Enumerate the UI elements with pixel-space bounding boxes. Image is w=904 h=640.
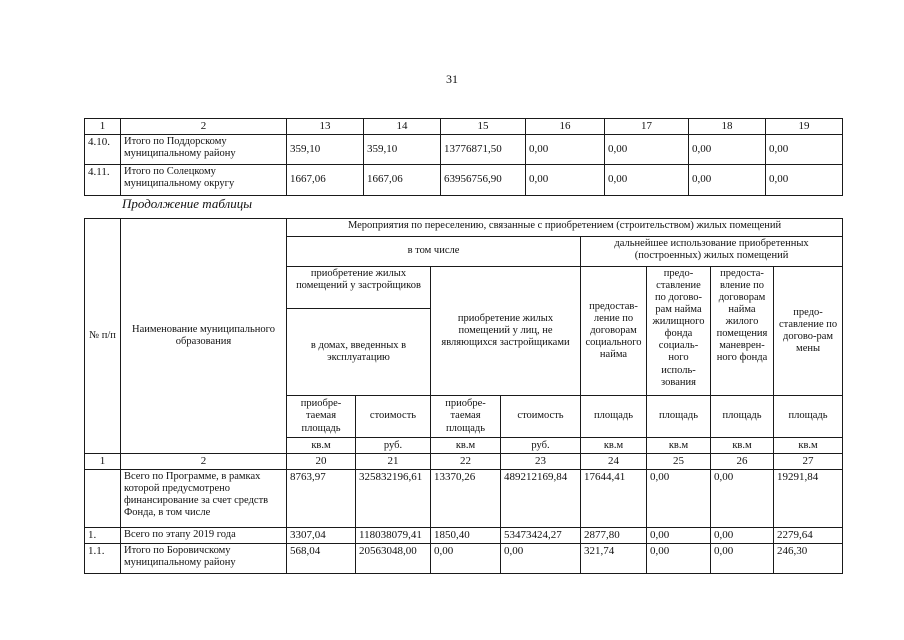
cell-value: 0,00 <box>605 164 689 195</box>
header-area: площадь <box>647 396 711 438</box>
unit-cell: руб. <box>501 438 581 454</box>
column-number: 24 <box>581 454 647 470</box>
table1-header-cell: 14 <box>364 119 441 135</box>
cell-value: 0,00 <box>605 134 689 164</box>
cell-value: 13370,26 <box>431 469 501 527</box>
unit-cell: кв.м <box>711 438 774 454</box>
table1-header-cell: 2 <box>121 119 287 135</box>
table1-header-cell: 18 <box>689 119 766 135</box>
header-including: в том числе <box>287 237 581 267</box>
table1-header-row <box>85 119 843 135</box>
unit-cell: кв.м <box>431 438 501 454</box>
header-municipality-name: Наименование муниципального образования <box>121 219 287 454</box>
header-from-non-developers: приобретение жилых помещений у лиц, не являющихся застройщиками <box>431 267 581 396</box>
header-social-fund: предо-ставление по догово-рам найма жилищного фонда социаль-ного исполь-зования <box>647 267 711 396</box>
header-cost: стоимость <box>501 396 581 438</box>
cell-value: 0,00 <box>647 527 711 543</box>
header-further-use: дальнейшее использование приобретенных (построенных) жилых помещений <box>581 237 843 267</box>
table1-header-cell: 13 <box>287 119 364 135</box>
header-area: площадь <box>774 396 843 438</box>
cell-value: 1667,06 <box>287 164 364 195</box>
column-number: 23 <box>501 454 581 470</box>
row-number: 1.1. <box>85 543 121 573</box>
page-number: 31 <box>446 72 458 86</box>
table-row <box>85 164 843 195</box>
table1-header-cell: 15 <box>441 119 526 135</box>
table1-header-cell: 17 <box>605 119 689 135</box>
row-number: 1. <box>85 527 121 543</box>
unit-cell: кв.м <box>287 438 356 454</box>
cell-value: 0,00 <box>689 134 766 164</box>
row-name: Всего по этапу 2019 года <box>121 527 287 543</box>
cell-value: 0,00 <box>711 469 774 527</box>
column-number: 1 <box>85 454 121 470</box>
cell-value: 13776871,50 <box>441 134 526 164</box>
row-number <box>85 469 121 527</box>
cell-value: 359,10 <box>364 134 441 164</box>
header-social-rent: предостав-ление по договорам социального найма <box>581 267 647 396</box>
table1-header-cell: 16 <box>526 119 605 135</box>
table1-header-cell: 19 <box>766 119 843 135</box>
cell-value: 3307,04 <box>287 527 356 543</box>
row-name: Всего по Программе, в рамках которой предусмотрено финансирование за счет средств Фонда, в том числе <box>121 469 287 527</box>
unit-cell: руб. <box>356 438 431 454</box>
row-name: Итого по Боровичскому муниципальному району <box>121 543 287 573</box>
cell-value: 568,04 <box>287 543 356 573</box>
cell-value: 489212169,84 <box>501 469 581 527</box>
row-number: 4.11. <box>85 164 121 195</box>
header-area: площадь <box>581 396 647 438</box>
column-number: 26 <box>711 454 774 470</box>
header-exchange: предо-ставление по догово-рам мены <box>774 267 843 396</box>
cell-value: 8763,97 <box>287 469 356 527</box>
header-in-houses: в домах, введенных в эксплуатацию <box>287 309 431 396</box>
cell-value: 63956756,90 <box>441 164 526 195</box>
header-maneuver-fund: предоста-вление по договорам найма жилого помещения маневрен-ного фонда <box>711 267 774 396</box>
cell-value: 20563048,00 <box>356 543 431 573</box>
unit-cell: кв.м <box>774 438 843 454</box>
table1-header-cell: 1 <box>85 119 121 135</box>
table-row <box>85 527 843 543</box>
table-row <box>85 469 843 527</box>
cell-value: 118038079,41 <box>356 527 431 543</box>
cell-value: 246,30 <box>774 543 843 573</box>
column-number: 2 <box>121 454 287 470</box>
column-number: 22 <box>431 454 501 470</box>
column-number: 21 <box>356 454 431 470</box>
cell-value: 1850,40 <box>431 527 501 543</box>
cell-value: 325832196,61 <box>356 469 431 527</box>
column-number: 27 <box>774 454 843 470</box>
cell-value: 0,00 <box>501 543 581 573</box>
cell-value: 0,00 <box>526 134 605 164</box>
cell-value: 2877,80 <box>581 527 647 543</box>
cell-value: 0,00 <box>689 164 766 195</box>
cell-value: 0,00 <box>711 543 774 573</box>
header-measures: Мероприятия по переселению, связанные с приобретением (строительством) жилых помещений <box>287 219 843 237</box>
cell-value: 0,00 <box>766 164 843 195</box>
table-row <box>85 543 843 573</box>
header-from-developers: приобретение жилых помещений у застройщиков <box>287 267 431 309</box>
header-cost: стоимость <box>356 396 431 438</box>
cell-value: 17644,41 <box>581 469 647 527</box>
cell-value: 0,00 <box>711 527 774 543</box>
cell-value: 0,00 <box>526 164 605 195</box>
header-row <box>85 219 843 237</box>
table-row <box>85 134 843 164</box>
cell-value: 321,74 <box>581 543 647 573</box>
table-continuation-caption: Продолжение таблицы <box>122 196 253 211</box>
cell-value: 2279,64 <box>774 527 843 543</box>
cell-value: 1667,06 <box>364 164 441 195</box>
cell-value: 0,00 <box>647 543 711 573</box>
unit-cell: кв.м <box>647 438 711 454</box>
header-area: приобре-таемая площадь <box>287 396 356 438</box>
cell-value: 359,10 <box>287 134 364 164</box>
column-number: 20 <box>287 454 356 470</box>
column-number: 25 <box>647 454 711 470</box>
row-name: Итого по Солецкому муниципальному округу <box>121 164 287 195</box>
cell-value: 0,00 <box>766 134 843 164</box>
header-area: площадь <box>711 396 774 438</box>
unit-cell: кв.м <box>581 438 647 454</box>
header-area: приобре-таемая площадь <box>431 396 501 438</box>
cell-value: 19291,84 <box>774 469 843 527</box>
row-name: Итого по Поддорскому муниципальному району <box>121 134 287 164</box>
cell-value: 0,00 <box>647 469 711 527</box>
cell-value: 53473424,27 <box>501 527 581 543</box>
table-continued-top <box>84 118 843 196</box>
table-continued-main <box>84 218 843 574</box>
column-number-row <box>85 454 843 470</box>
cell-value: 0,00 <box>431 543 501 573</box>
header-row-number: № п/п <box>85 219 121 454</box>
row-number: 4.10. <box>85 134 121 164</box>
